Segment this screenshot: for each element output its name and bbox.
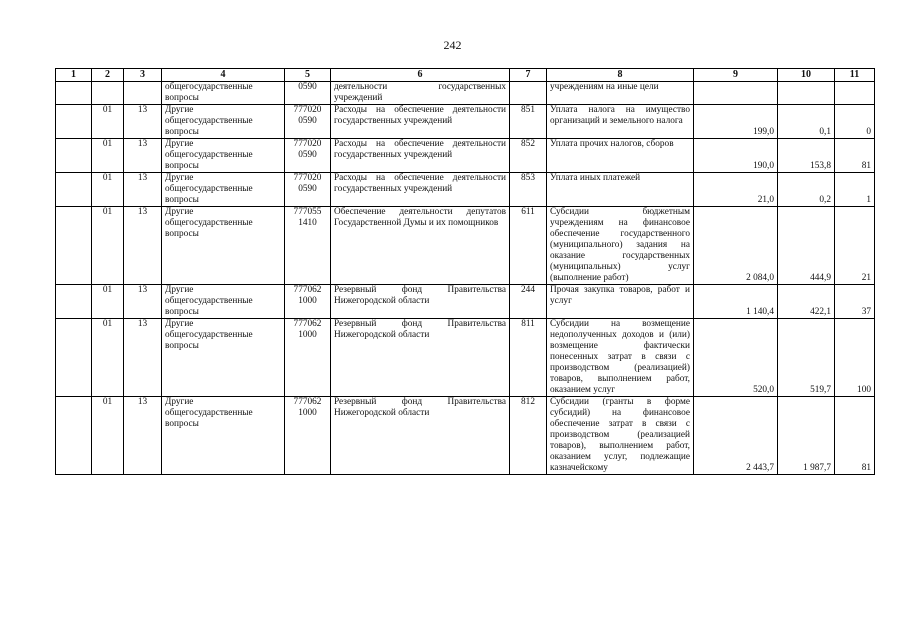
cell-subsection: 13: [124, 397, 162, 475]
cell-target-name: Резервный фонд Правительства Нижегородской области: [331, 397, 510, 475]
header-row: [56, 69, 875, 82]
column-header: 3: [124, 69, 162, 82]
cell-expense-type-name: Субсидии бюджетным учреждениям на финансовое обеспечение государственного (муниципального) задания на оказание государственных (муниципальных) услуг (выполнение работ): [547, 207, 694, 285]
cell-section: [92, 82, 124, 105]
cell-col1: [56, 173, 92, 207]
column-header: 7: [510, 69, 547, 82]
cell-percent: 1: [835, 173, 875, 207]
cell-executed: 1 987,7: [778, 397, 835, 475]
cell-target-code: 777020 0590: [285, 139, 331, 173]
cell-executed: 0,1: [778, 105, 835, 139]
cell-target-name: деятельности государственных учреждений: [331, 82, 510, 105]
column-header: 8: [547, 69, 694, 82]
table-row: [56, 82, 875, 105]
cell-section: 01: [92, 285, 124, 319]
cell-section: 01: [92, 397, 124, 475]
column-header: 6: [331, 69, 510, 82]
cell-expense-type: 853: [510, 173, 547, 207]
cell-section: 01: [92, 319, 124, 397]
cell-expense-type: 244: [510, 285, 547, 319]
cell-subsection-name: общегосударственные вопросы: [162, 82, 285, 105]
cell-subsection: 13: [124, 105, 162, 139]
cell-target-name: Расходы на обеспечение деятельности государственных учреждений: [331, 139, 510, 173]
table-row: [56, 207, 875, 285]
cell-target-code: 777055 1410: [285, 207, 331, 285]
cell-target-name: Резервный фонд Правительства Нижегородской области: [331, 285, 510, 319]
column-header: 9: [694, 69, 778, 82]
cell-executed: [778, 82, 835, 105]
column-header: 2: [92, 69, 124, 82]
cell-target-name: Обеспечение деятельности депутатов Государственной Думы и их помощников: [331, 207, 510, 285]
cell-expense-type-name: Уплата прочих налогов, сборов: [547, 139, 694, 173]
cell-subsection: 13: [124, 139, 162, 173]
cell-subsection: 13: [124, 319, 162, 397]
cell-target-code: 0590: [285, 82, 331, 105]
cell-executed: 422,1: [778, 285, 835, 319]
cell-target-code: 777062 1000: [285, 397, 331, 475]
table-row: [56, 397, 875, 475]
cell-section: 01: [92, 207, 124, 285]
cell-percent: 100: [835, 319, 875, 397]
cell-percent: 81: [835, 139, 875, 173]
cell-section: 01: [92, 173, 124, 207]
cell-planned: 199,0: [694, 105, 778, 139]
cell-executed: 444,9: [778, 207, 835, 285]
cell-planned: 21,0: [694, 173, 778, 207]
cell-expense-type: 851: [510, 105, 547, 139]
cell-planned: 520,0: [694, 319, 778, 397]
cell-col1: [56, 105, 92, 139]
table-row: [56, 173, 875, 207]
cell-expense-type-name: Уплата иных платежей: [547, 173, 694, 207]
cell-planned: [694, 82, 778, 105]
cell-section: 01: [92, 139, 124, 173]
cell-target-code: 777062 1000: [285, 285, 331, 319]
table-row: [56, 319, 875, 397]
cell-col1: [56, 397, 92, 475]
cell-expense-type: [510, 82, 547, 105]
table-row: [56, 139, 875, 173]
cell-expense-type-name: учреждениям на иные цели: [547, 82, 694, 105]
cell-subsection-name: Другие общегосударственные вопросы: [162, 397, 285, 475]
cell-section: 01: [92, 105, 124, 139]
cell-subsection-name: Другие общегосударственные вопросы: [162, 105, 285, 139]
cell-target-name: Расходы на обеспечение деятельности государственных учреждений: [331, 173, 510, 207]
page-number: 242: [443, 38, 462, 52]
cell-expense-type: 611: [510, 207, 547, 285]
cell-subsection-name: Другие общегосударственные вопросы: [162, 207, 285, 285]
cell-subsection: 13: [124, 285, 162, 319]
cell-percent: 37: [835, 285, 875, 319]
cell-target-code: 777062 1000: [285, 319, 331, 397]
cell-subsection: [124, 82, 162, 105]
cell-expense-type: 811: [510, 319, 547, 397]
cell-executed: 519,7: [778, 319, 835, 397]
cell-expense-type-name: Прочая закупка товаров, работ и услуг: [547, 285, 694, 319]
cell-expense-type: 852: [510, 139, 547, 173]
cell-planned: 2 443,7: [694, 397, 778, 475]
table-row: [56, 285, 875, 319]
column-header: 11: [835, 69, 875, 82]
cell-expense-type-name: Субсидии (гранты в форме субсидий) на финансовое обеспечение затрат в связи с производством (реализацией товаров), выполнением работ, оказанием услуг, подлежащие казначейскому: [547, 397, 694, 475]
cell-executed: 0,2: [778, 173, 835, 207]
cell-col1: [56, 285, 92, 319]
column-header: 1: [56, 69, 92, 82]
cell-percent: 0: [835, 105, 875, 139]
cell-executed: 153,8: [778, 139, 835, 173]
cell-col1: [56, 319, 92, 397]
cell-subsection: 13: [124, 173, 162, 207]
column-header: 10: [778, 69, 835, 82]
budget-table: [55, 68, 875, 475]
cell-subsection-name: Другие общегосударственные вопросы: [162, 139, 285, 173]
cell-col1: [56, 139, 92, 173]
cell-expense-type: 812: [510, 397, 547, 475]
cell-target-code: 777020 0590: [285, 173, 331, 207]
table-row: [56, 105, 875, 139]
cell-planned: 2 084,0: [694, 207, 778, 285]
cell-expense-type-name: Субсидии на возмещение недополученных доходов и (или) возмещение фактически понесенных затрат в связи с производством (реализацией) товаров, выполнением работ, оказанием услуг: [547, 319, 694, 397]
cell-percent: 81: [835, 397, 875, 475]
cell-subsection: 13: [124, 207, 162, 285]
column-header: 4: [162, 69, 285, 82]
cell-percent: 21: [835, 207, 875, 285]
cell-planned: 190,0: [694, 139, 778, 173]
cell-target-name: Резервный фонд Правительства Нижегородской области: [331, 319, 510, 397]
cell-target-name: Расходы на обеспечение деятельности государственных учреждений: [331, 105, 510, 139]
cell-subsection-name: Другие общегосударственные вопросы: [162, 319, 285, 397]
cell-col1: [56, 207, 92, 285]
cell-subsection-name: Другие общегосударственные вопросы: [162, 285, 285, 319]
cell-expense-type-name: Уплата налога на имущество организаций и земельного налога: [547, 105, 694, 139]
cell-planned: 1 140,4: [694, 285, 778, 319]
cell-col1: [56, 82, 92, 105]
column-header: 5: [285, 69, 331, 82]
cell-target-code: 777020 0590: [285, 105, 331, 139]
cell-subsection-name: Другие общегосударственные вопросы: [162, 173, 285, 207]
cell-percent: [835, 82, 875, 105]
